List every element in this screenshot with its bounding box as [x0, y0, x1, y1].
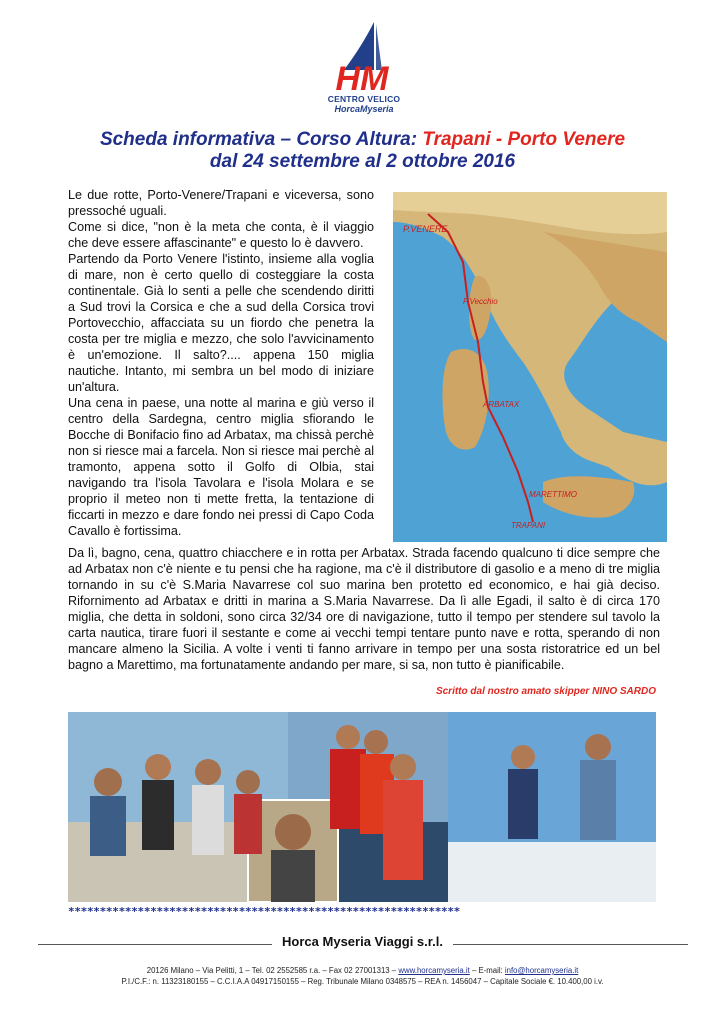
footer-company: [0, 933, 725, 951]
logo-initials: HM: [335, 60, 389, 94]
logo-line1: CENTRO VELICO: [327, 94, 401, 104]
paragraph: Da lì, bagno, cena, quattro chiacchere e in rotta per Arbatax. Strada facendo qualcuno ti dice sempre che ad Arbatax non c'è niente e tu pensi che ha ragione, ma c'è il distributore di gasolio e a meno di tre miglia tornando in su c'è S.Maria Navarrese col suo marina ben protetto ed economico, e hai già deciso. Rifornimento ad Arbatax e dritti in marina a S.Maria Navarrese. Da lì alle Egadi, il salto è di circa 170 miglia, che detta in soldoni, sono circa 32/34 ore di navigazione, tutto il tempo per stendere sul tavolo la carta nautica, tirare fuori il sestante e come ai vecchi tempi tentare punto nave e rotta, sperando di non mancare almeno la Sicilia. A volte i venti ti fanno arrivare in tempo per una sosta ristoratrice ed un bel bagno a Marettimo, ma fortunatamente andando per mare, si sa, non tutto è pianificabile.: [68, 546, 660, 672]
paragraph: Le due rotte, Porto-Venere/Trapani e viceversa, sono pressoché uguali.: [68, 188, 374, 218]
separator-stars: **************************************************************: [68, 905, 460, 918]
paragraph: Partendo da Porto Venere l'istinto, insieme alla voglia di mare, non è certo quello di costeggiare la costa continentale. Già lo senti a pelle che scendendo diritti a Sud trovi la Corsica e che a sud della Corsica trovi Portovecchio, affacciata su un fiordo che penetra la costa per tre miglia e mezzo, che solo l'avvicinamento è un'emozione. Il salto?.... appena 150 miglia nautiche. Intanto, mi sembra un bel modo di iniziare un'altura.: [68, 252, 374, 394]
paragraph: Una cena in paese, una notte al marina e giù verso il centro della Sardegna, centro miglia sfiorando le Bocche di Bonifacio fino ad Arbatax, ma chissà perchè non si riesce mai a farcela. Non si riesce mai perchè al tramonto, appena sotto il Golfo di Olbia, stai navigando tra l'isola Tavolara e l'isola Molara e se proprio il meteo non ti mette fretta, la tentazione di ficcarti in mezzo e dare fondo nei pressi di Capo Coda Cavallo è fortissima.: [68, 396, 374, 538]
svg-text:MARETTIMO: MARETTIMO: [529, 490, 577, 499]
company-logo: [322, 20, 402, 116]
website-link[interactable]: www.horcamyseria.it: [398, 966, 470, 975]
route-map: [393, 192, 667, 542]
svg-text:ARBATAX: ARBATAX: [483, 400, 520, 409]
svg-text:TRAPANI: TRAPANI: [511, 521, 546, 530]
title-route: Trapani - Porto Venere: [422, 129, 626, 150]
logo-line2: HorcaMyseria: [334, 104, 394, 114]
svg-text:P.VENERE: P.VENERE: [403, 224, 448, 234]
email-link[interactable]: info@horcamyseria.it: [504, 966, 579, 975]
address-text: 20126 Milano – Via Pelitti, 1 – Tel. 02 2552585 r.a. – Fax 02 27001313 –: [146, 966, 399, 975]
intro-text: [68, 187, 374, 539]
page-title: [0, 129, 725, 151]
paragraph: Come si dice, "non è la meta che conta, è il viaggio che deve essere affascinante" e questo lo è davvero.: [68, 220, 374, 250]
footer-address: [0, 966, 725, 975]
footer-legal-info: P.I./C.F.: n. 11323180155 – C.C.I.A.A 04917150155 – Reg. Tribunale Milano 0348575 – REA n. 1456047 – Capitale Sociale €. 10.400,00 i.v.: [121, 977, 604, 986]
company-name: Horca Myseria Viaggi s.r.l.: [272, 934, 453, 949]
logo-sail-icon: [322, 20, 402, 94]
title-prefix: Scheda informativa – Corso Altura:: [99, 129, 423, 150]
crew-photo-collage: [68, 712, 656, 902]
svg-text:P.Vecchio: P.Vecchio: [463, 297, 498, 306]
email-label: – E-mail:: [469, 966, 505, 975]
title-dates: dal 24 settembre al 2 ottobre 2016: [209, 151, 516, 172]
author-signature: Scritto dal nostro amato skipper NINO SARDO: [435, 686, 656, 697]
